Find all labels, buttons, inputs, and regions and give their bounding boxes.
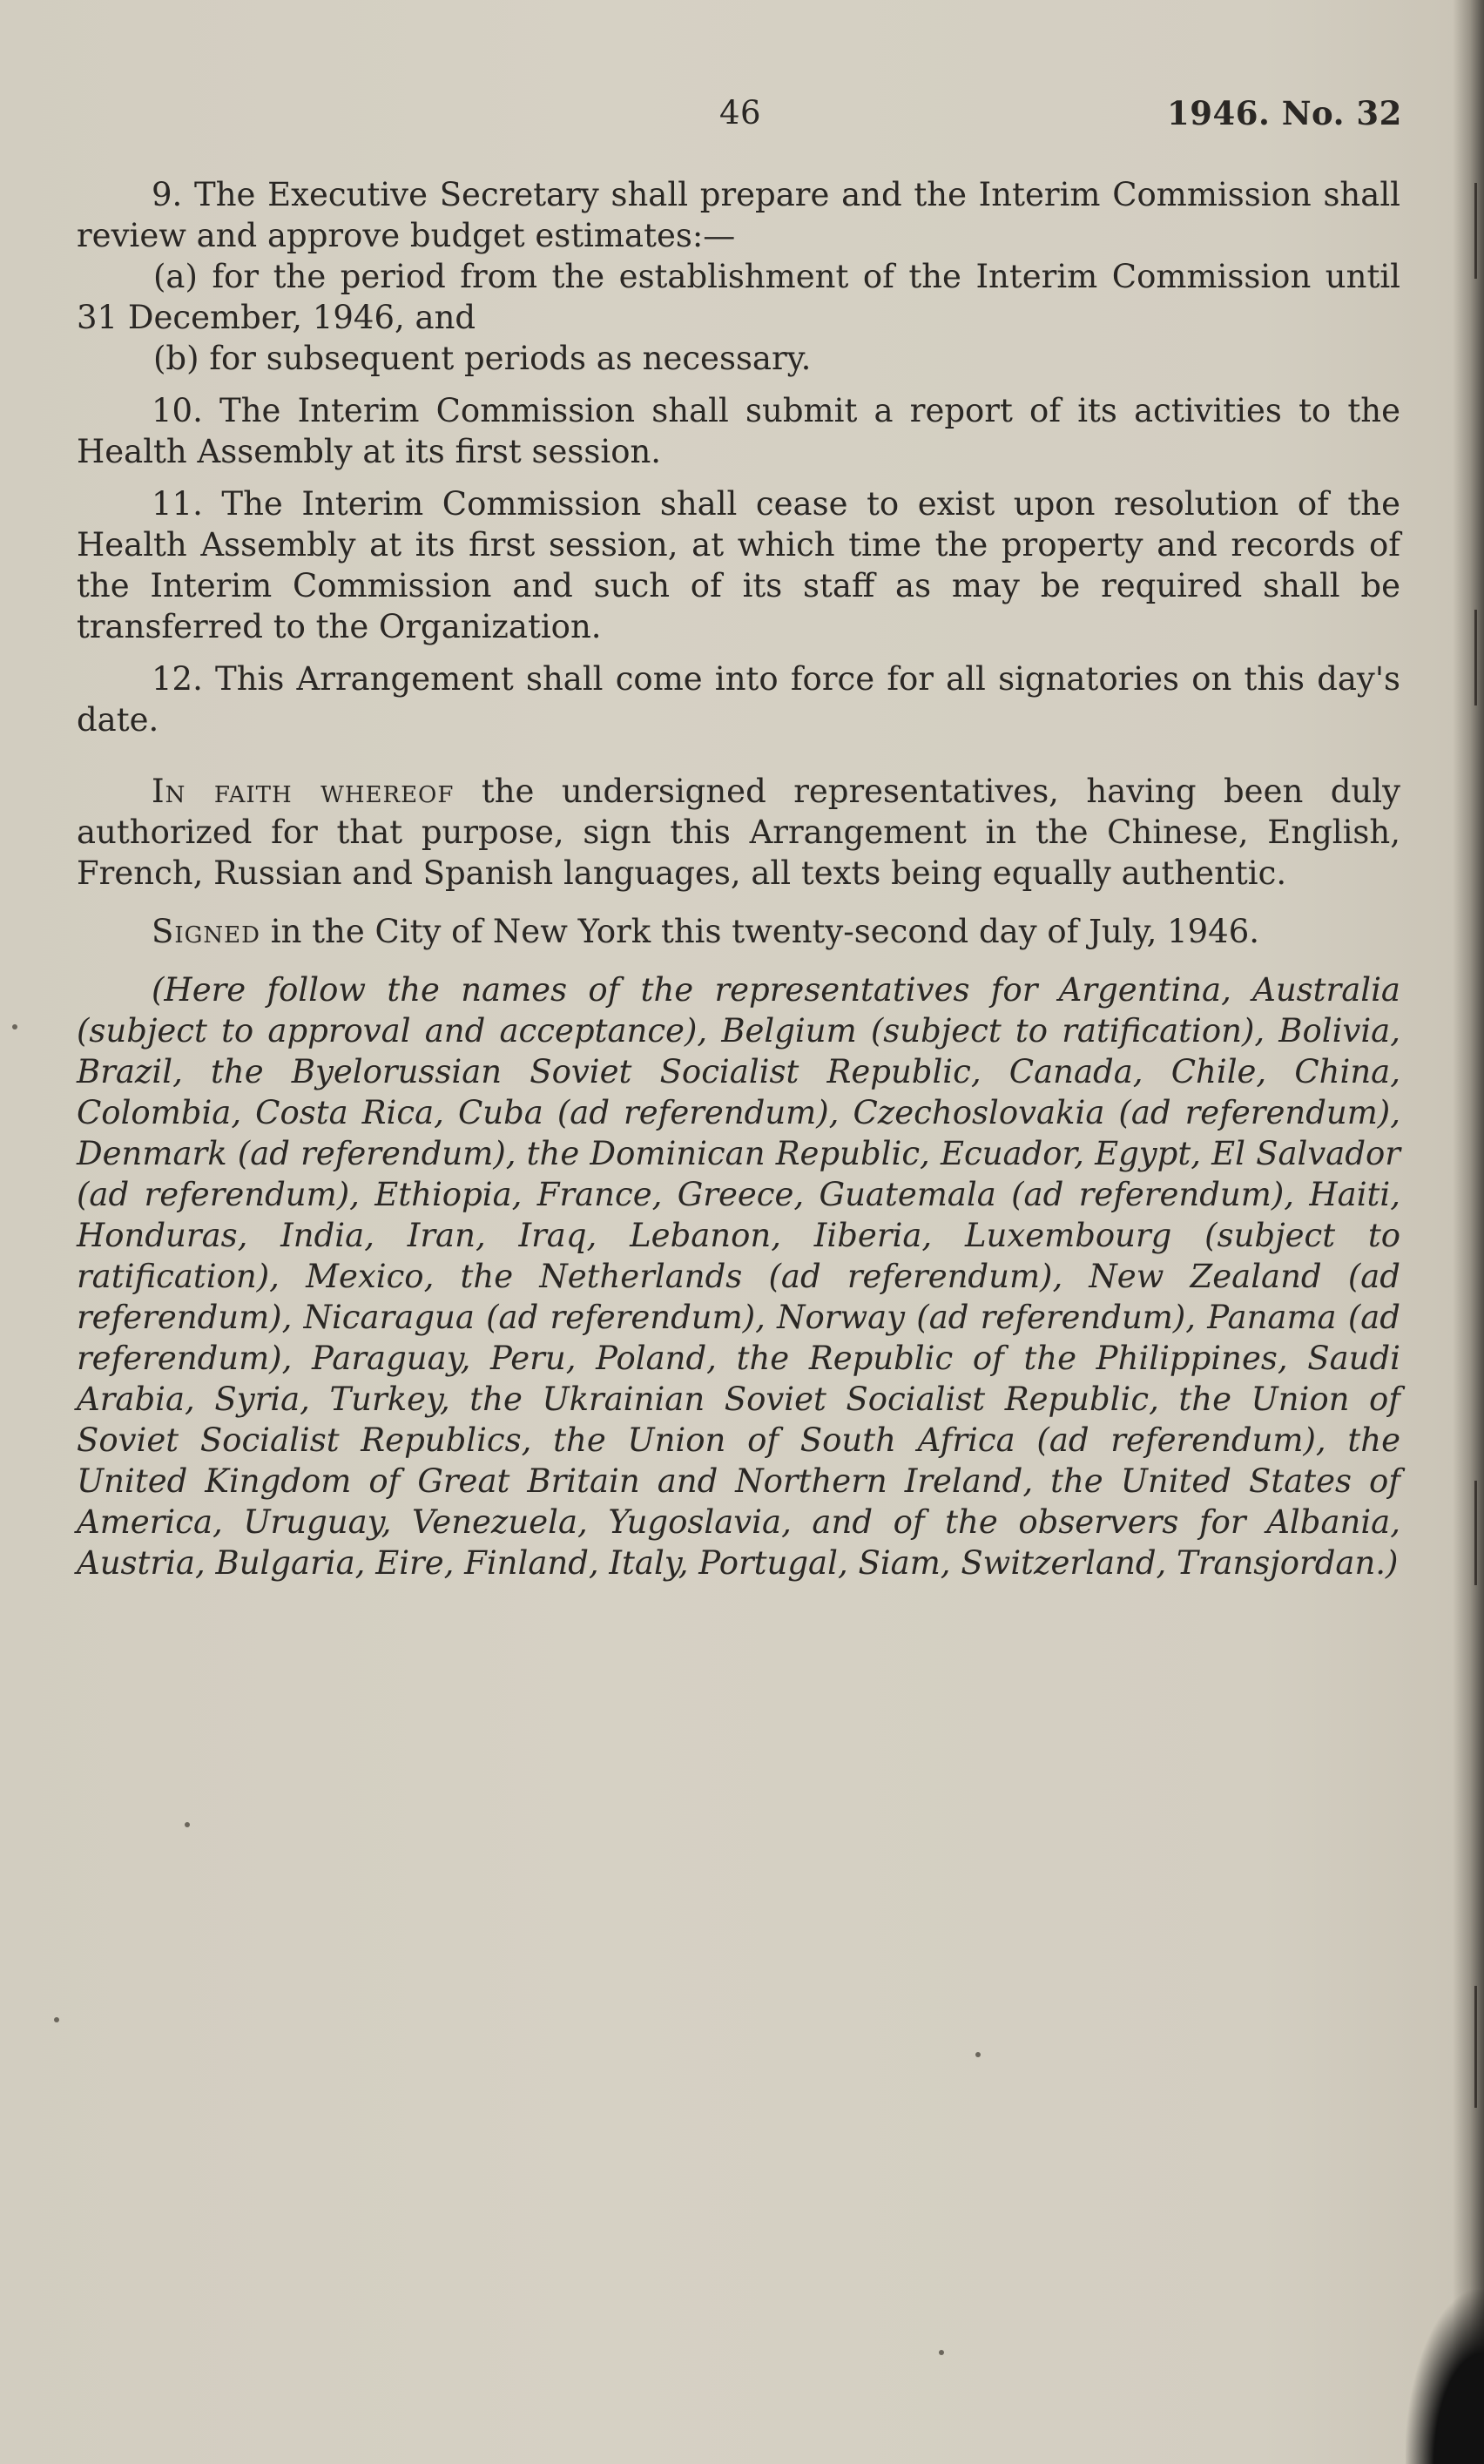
signed-lead: Signed: [152, 913, 260, 950]
paragraph-9a: (a) for the period from the establishment of the Interim Commission until 31 December, 1946, and: [77, 258, 1400, 336]
paper-speck: [939, 2350, 944, 2355]
page-binding-edge: [1453, 0, 1484, 2464]
body-text: [77, 174, 1400, 1595]
page-number: 46: [719, 94, 762, 132]
page-header: [0, 94, 1484, 146]
paragraph-9: 9. The Executive Secretary shall prepare and the Interim Commission shall review and approve budget estimates:—: [77, 176, 1400, 254]
paragraph-9b: (b) for subsequent periods as necessary.: [153, 340, 812, 377]
page-corner-shadow: [1406, 2290, 1484, 2464]
paper-speck: [12, 1024, 17, 1029]
paragraph-12: 12. This Arrangement shall come into force for all signatories on this day's date.: [77, 660, 1400, 739]
paragraph-11: 11. The Interim Commission shall cease to exist upon resolution of the Health Assembly at its first session, at which time the property and records of the Interim Commission and such of its staff as may be required shall be transferred to the Organization.: [77, 485, 1400, 645]
paper-speck: [185, 1822, 190, 1827]
signed-paragraph: [77, 911, 1400, 952]
in-faith-whereof-text: the undersigned representatives, having been duly authorized for that purpose, sign this Arrangement in the Chinese, English, French, Russian and Spanish languages, all texts being equally authentic.: [77, 773, 1400, 892]
paper-speck: [54, 2017, 59, 2022]
in-faith-whereof-paragraph: [77, 771, 1400, 894]
signed-text: in the City of New York this twenty-second day of July, 1946.: [260, 913, 1260, 950]
paragraph-10: 10. The Interim Commission shall submit a report of its activities to the Health Assembly at its first session.: [77, 392, 1400, 470]
document-reference: 1946. No. 32: [1167, 94, 1402, 132]
in-faith-whereof-lead: In faith whereof: [152, 773, 455, 810]
signatories-list: (Here follow the names of the representatives for Argentina, Australia (subject to approval and acceptance), Belgium (subject to ratification), Bolivia, Brazil, the Byelorussian Soviet Socialist Republic, Canada, Chile, China, Colombia, Costa Rica, Cuba (ad referendum), Czechoslovakia (ad referendum), Denmark (ad referendum), the Dominican Republic, Ecuador, Egypt, El Salvador (ad referendum), Ethiopia, France, Greece, Guatemala (ad referendum), Haiti, Honduras, India, Iran, Iraq, Lebanon, Iiberia, Luxembourg (subject to ratification), Mexico, the Netherlands (ad referendum), New Zealand (ad referendum), Nicaragua (ad referendum), Norway (ad referendum), Panama (ad referendum), Paraguay, Peru, Poland, the Republic of the Philippines, Saudi Arabia, Syria, Turkey, the Ukrainian Soviet Socialist Republic, the Union of Soviet Socialist Republics, the Union of South Africa (ad referendum), the United Kingdom of Great Britain and Northern Ireland, the United States of America, Uruguay, Venezuela, Yugoslavia, and of the observers for Albania, Austria, Bulgaria, Eire, Finland, Italy, Portugal, Siam, Switzerland, Transjordan.): [77, 971, 1400, 1582]
paper-speck: [975, 2052, 981, 2057]
